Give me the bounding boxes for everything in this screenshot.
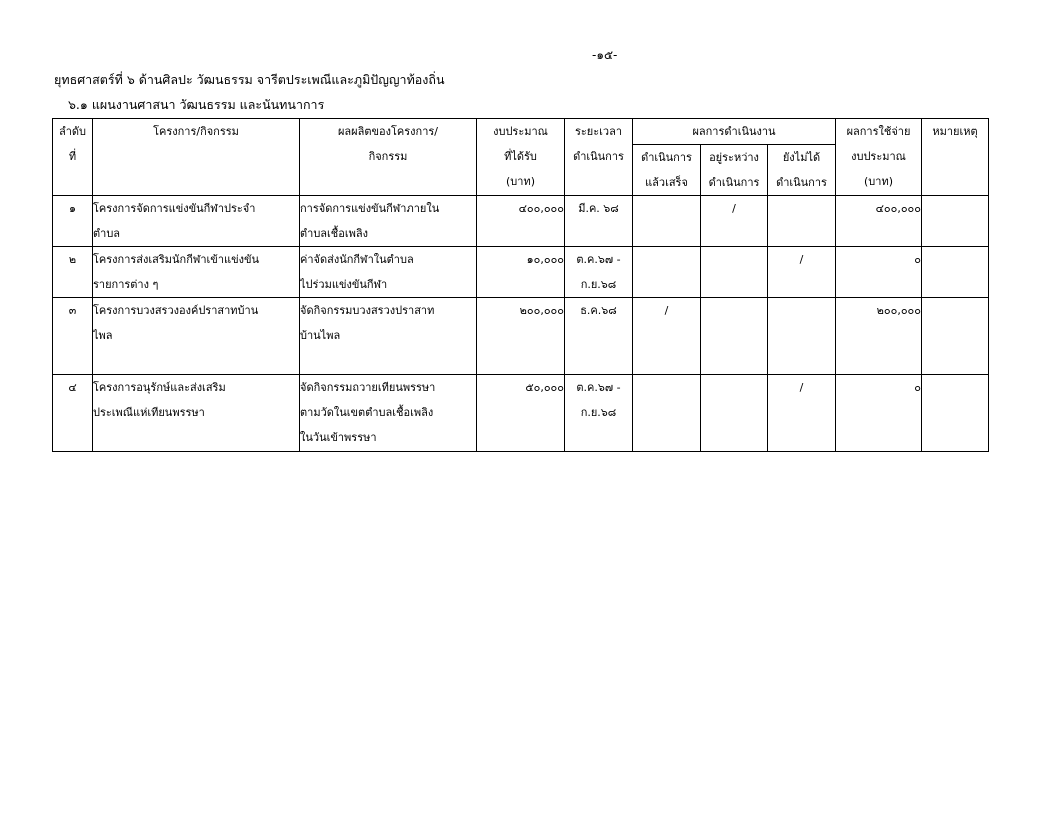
row-notyet: /: [768, 247, 836, 298]
header-output: ผลผลิตของโครงการ/ กิจกรรม: [300, 119, 477, 196]
header-no: ลำดับ ที่: [53, 119, 93, 196]
row-progress: [701, 298, 768, 375]
row-progress: [701, 247, 768, 298]
page-number: -๑๕-: [592, 48, 618, 62]
row-budget: ๑๐,๐๐๐: [477, 247, 565, 298]
header-result-done: ดำเนินการ แล้วเสร็จ: [633, 145, 701, 196]
table-row: [53, 375, 989, 452]
header-result-notyet: ยังไม่ได้ ดำเนินการ: [768, 145, 836, 196]
header-expense: ผลการใช้จ่าย งบประมาณ (บาท): [836, 119, 922, 196]
row-project: โครงการจัดการแข่งขันกีฬาประจำ ตำบล: [93, 196, 300, 247]
row-output: จัดกิจกรรมบวงสรวงปราสาท บ้านไพล: [300, 298, 477, 375]
row-no: ๒: [53, 247, 93, 298]
project-table: [52, 118, 989, 452]
header-project: โครงการ/กิจกรรม: [93, 119, 300, 196]
table-header-row: [53, 119, 989, 145]
row-period: มี.ค. ๖๘: [565, 196, 633, 247]
row-notyet: [768, 298, 836, 375]
row-period: ต.ค.๖๗ - ก.ย.๖๘: [565, 247, 633, 298]
row-no: ๓: [53, 298, 93, 375]
header-remark: หมายเหตุ: [922, 119, 989, 196]
row-notyet: [768, 196, 836, 247]
row-done: [633, 196, 701, 247]
row-expense: ๐: [836, 375, 922, 452]
row-remark: [922, 298, 989, 375]
row-budget: ๒๐๐,๐๐๐: [477, 298, 565, 375]
strategy-title: ยุทธศาสตร์ที่ ๖ ด้านศิลปะ วัฒนธรรม จารีตประเพณีและภูมิปัญญาท้องถิ่น: [54, 72, 445, 87]
row-remark: [922, 196, 989, 247]
header-period: ระยะเวลา ดำเนินการ: [565, 119, 633, 196]
header-budget: งบประมาณ ที่ได้รับ (บาท): [477, 119, 565, 196]
row-output: ค่าจัดส่งนักกีฬาในตำบล ไปร่วมแข่งขันกีฬา: [300, 247, 477, 298]
row-output: จัดกิจกรรมถวายเทียนพรรษา ตามวัดในเขตตำบลเชื้อเพลิง ในวันเข้าพรรษา: [300, 375, 477, 452]
table-row: [53, 196, 989, 247]
row-progress: /: [701, 196, 768, 247]
row-expense: ๐: [836, 247, 922, 298]
row-done: /: [633, 298, 701, 375]
row-project: โครงการบวงสรวงองค์ปราสาทบ้าน ไพล: [93, 298, 300, 375]
header-result-progress: อยู่ระหว่าง ดำเนินการ: [701, 145, 768, 196]
row-done: [633, 375, 701, 452]
row-budget: ๔๐๐,๐๐๐: [477, 196, 565, 247]
row-no: ๔: [53, 375, 93, 452]
row-period: ธ.ค.๖๘: [565, 298, 633, 375]
header-result-group: ผลการดำเนินงาน: [633, 119, 836, 145]
row-done: [633, 247, 701, 298]
row-budget: ๕๐,๐๐๐: [477, 375, 565, 452]
row-notyet: /: [768, 375, 836, 452]
row-output: การจัดการแข่งขันกีฬาภายใน ตำบลเชื้อเพลิง: [300, 196, 477, 247]
row-no: ๑: [53, 196, 93, 247]
table-row: [53, 247, 989, 298]
row-project: โครงการอนุรักษ์และส่งเสริม ประเพณีแห่เทียนพรรษา: [93, 375, 300, 452]
row-progress: [701, 375, 768, 452]
row-project: โครงการส่งเสริมนักกีฬาเข้าแข่งขัน รายการต่าง ๆ: [93, 247, 300, 298]
row-expense: ๔๐๐,๐๐๐: [836, 196, 922, 247]
table-row: [53, 298, 989, 375]
row-expense: ๒๐๐,๐๐๐: [836, 298, 922, 375]
plan-title: ๖.๑ แผนงานศาสนา วัฒนธรรม และนันทนาการ: [68, 97, 325, 112]
row-period: ต.ค.๖๗ - ก.ย.๖๘: [565, 375, 633, 452]
row-remark: [922, 375, 989, 452]
row-remark: [922, 247, 989, 298]
